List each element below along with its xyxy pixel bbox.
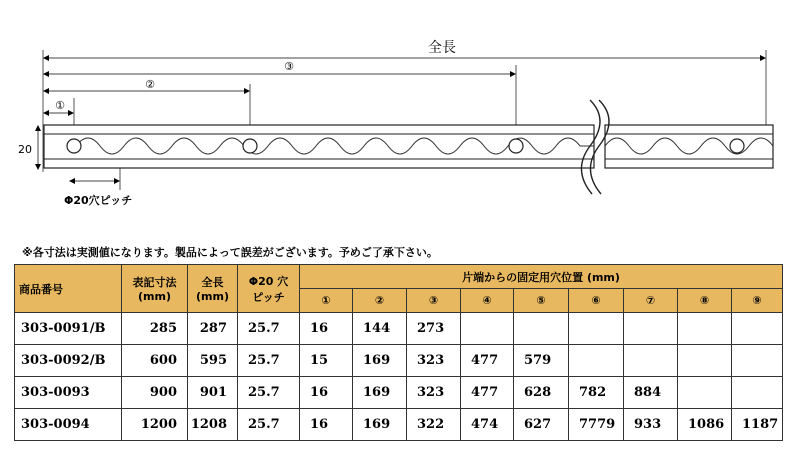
cell-pos-9: [732, 377, 783, 409]
cell-pitch: 25.7: [238, 409, 300, 441]
header-nominal-line2: (mm): [138, 290, 171, 303]
header-pos-8: ⑧: [678, 289, 732, 313]
header-total-line1: 全長: [201, 276, 224, 289]
cell-pos-6: [569, 313, 624, 345]
cell-pos-4: 477: [461, 345, 514, 377]
cell-pos-1: 15: [300, 345, 353, 377]
cell-nominal: 600: [122, 345, 188, 377]
cell-total: 1208: [188, 409, 238, 441]
cell-pos-9: [732, 345, 783, 377]
header-pitch-line1: Φ20 穴: [248, 274, 289, 288]
cell-pos-1: 16: [300, 409, 353, 441]
fixing-hole-2: [243, 139, 257, 153]
cell-pitch: 25.7: [238, 345, 300, 377]
cell-pos-7: [624, 345, 678, 377]
cell-pitch: 25.7: [238, 313, 300, 345]
header-pitch: [238, 265, 300, 313]
header-nominal-line1: 表記寸法: [132, 276, 177, 289]
header-pos-1: ①: [300, 289, 353, 313]
header-pos-2: ②: [353, 289, 407, 313]
table-row: [15, 377, 783, 409]
header-nominal: [122, 265, 188, 313]
cell-code: 303-0094: [15, 409, 122, 441]
dim-3-label: ③: [284, 60, 294, 73]
cell-pos-3: 322: [407, 409, 461, 441]
cell-pos-5: [514, 313, 569, 345]
table-row: [15, 313, 783, 345]
extension-lines: [43, 50, 766, 190]
cell-pos-8: [678, 313, 732, 345]
cell-code: 303-0092/B: [15, 345, 122, 377]
cell-pos-5: 627: [514, 409, 569, 441]
cell-total: 901: [188, 377, 238, 409]
measurement-note: ※各寸法は実測値になります。製品によって誤差がございます。予めご了承下さい。: [22, 246, 438, 259]
cell-pos-1: 16: [300, 313, 353, 345]
pitch-label: Φ20穴ピッチ: [64, 194, 133, 207]
cell-pos-5: 579: [514, 345, 569, 377]
cell-pos-6: [569, 345, 624, 377]
cell-pos-9: [732, 313, 783, 345]
cell-pos-2: 169: [353, 409, 407, 441]
dim-2-label: ②: [145, 78, 155, 91]
fixing-hole-3: [509, 139, 523, 153]
cell-pos-2: 169: [353, 377, 407, 409]
cell-pos-3: 273: [407, 313, 461, 345]
rail-body: [44, 100, 773, 194]
cell-pos-3: 323: [407, 345, 461, 377]
cell-pos-4: 474: [461, 409, 514, 441]
cell-pos-4: [461, 313, 514, 345]
table-row: [15, 345, 783, 377]
fixing-hole-1: [67, 139, 81, 153]
cell-pos-8: [678, 345, 732, 377]
cell-pos-2: 144: [353, 313, 407, 345]
cell-pos-6: 782: [569, 377, 624, 409]
header-pitch-line2: ピッチ: [252, 290, 285, 304]
fixing-hole-end: [730, 139, 744, 153]
cell-pos-7: [624, 313, 678, 345]
total-length-label: 全長: [428, 40, 456, 56]
header-pos-4: ④: [461, 289, 514, 313]
header-total-line2: (mm): [196, 290, 229, 303]
cell-pos-7: 933: [624, 409, 678, 441]
header-code: 商品番号: [15, 265, 122, 313]
header-pos-3: ③: [407, 289, 461, 313]
spec-table: [14, 264, 783, 441]
cell-pos-8: 1086: [678, 409, 732, 441]
height-label: 20: [18, 143, 32, 156]
header-total: [188, 265, 238, 313]
cell-pos-3: 323: [407, 377, 461, 409]
header-pos-5: ⑤: [514, 289, 569, 313]
cell-code: 303-0093: [15, 377, 122, 409]
cell-pos-7: 884: [624, 377, 678, 409]
cell-pos-8: [678, 377, 732, 409]
header-pos-7: ⑦: [624, 289, 678, 313]
dim-1-label: ①: [55, 99, 65, 112]
cell-nominal: 1200: [122, 409, 188, 441]
cell-nominal: 285: [122, 313, 188, 345]
cell-pos-2: 169: [353, 345, 407, 377]
cell-pos-6: 7779: [569, 409, 624, 441]
header-positions: 片端からの固定用穴位置 (mm): [300, 265, 783, 289]
cell-pos-5: 628: [514, 377, 569, 409]
cell-nominal: 900: [122, 377, 188, 409]
cell-pos-1: 16: [300, 377, 353, 409]
table-row: [15, 409, 783, 441]
cell-total: 287: [188, 313, 238, 345]
header-pos-9: ⑨: [732, 289, 783, 313]
cell-total: 595: [188, 345, 238, 377]
cell-pos-9: 1187: [732, 409, 783, 441]
cell-pos-4: 477: [461, 377, 514, 409]
header-pos-6: ⑥: [569, 289, 624, 313]
cell-code: 303-0091/B: [15, 313, 122, 345]
cell-pitch: 25.7: [238, 377, 300, 409]
